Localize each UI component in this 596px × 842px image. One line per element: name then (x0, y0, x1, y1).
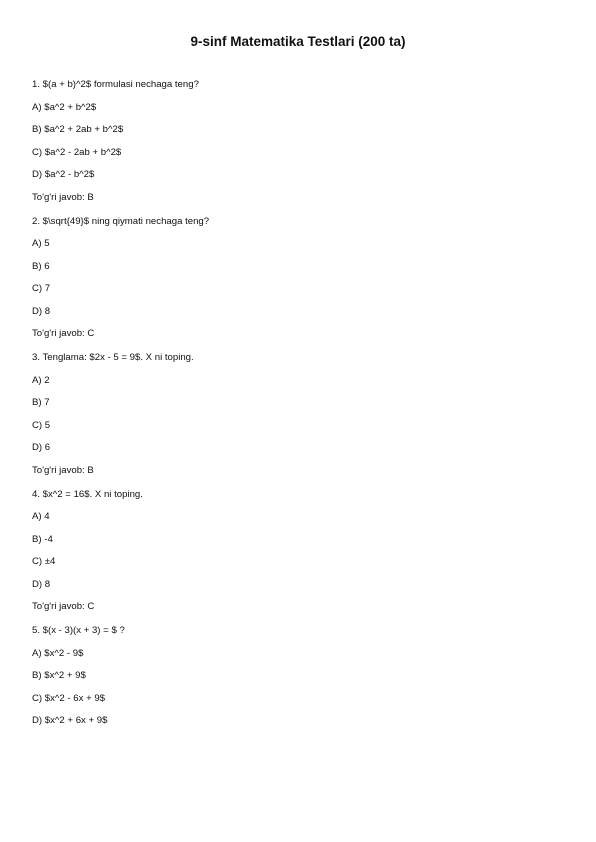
option-d: D) 8 (32, 305, 51, 317)
option-a: A) 2 (32, 374, 50, 386)
option-a: A) 5 (32, 238, 50, 249)
option-d: D) 8 (32, 578, 51, 590)
question-text: 3. Tenglama: $2x - 5 = 9$. X ni toping. (32, 352, 194, 363)
option-c: C) ±4 (32, 556, 56, 567)
question-2 (32, 216, 572, 341)
question-5 (32, 625, 572, 727)
option-a: A) $a^2 + b^2$ (32, 101, 97, 113)
document-title: 9-sinf Matematika Testlari (200 ta) (190, 34, 406, 49)
question-text: 5. $(x - 3)(x + 3) = $ ? (32, 625, 125, 636)
question-text: 1. $(a + b)^2$ formulasi nechaga teng? (32, 79, 199, 90)
correct-answer: To'g'ri javob: B (32, 191, 94, 203)
option-d: D) $a^2 - b^2$ (32, 169, 95, 180)
option-d: D) 6 (32, 442, 51, 453)
option-b: B) $a^2 + 2ab + b^2$ (32, 124, 124, 135)
option-b: B) $x^2 + 9$ (32, 670, 86, 681)
question-text: 4. $x^2 = 16$. X ni toping. (32, 488, 143, 500)
option-b: B) 7 (32, 397, 50, 408)
option-c: C) $a^2 - 2ab + b^2$ (32, 146, 122, 158)
correct-answer: To'g'ri javob: C (32, 328, 95, 339)
option-a: A) $x^2 - 9$ (32, 647, 84, 659)
option-c: C) $x^2 - 6x + 9$ (32, 692, 106, 704)
option-b: B) -4 (32, 533, 53, 545)
question-3 (32, 352, 572, 477)
question-text: 2. $\sqrt{49}$ ning qiymati nechaga teng? (32, 215, 210, 227)
question-1 (32, 79, 572, 204)
option-b: B) 6 (32, 260, 50, 272)
option-a: A) 4 (32, 511, 50, 522)
correct-answer: To'g'ri javob: B (32, 464, 94, 476)
question-list (32, 79, 572, 739)
question-4 (32, 489, 572, 614)
option-d: D) $x^2 + 6x + 9$ (32, 715, 108, 726)
option-c: C) 7 (32, 283, 51, 294)
correct-answer: To'g'ri javob: C (32, 601, 95, 612)
option-c: C) 5 (32, 419, 51, 431)
